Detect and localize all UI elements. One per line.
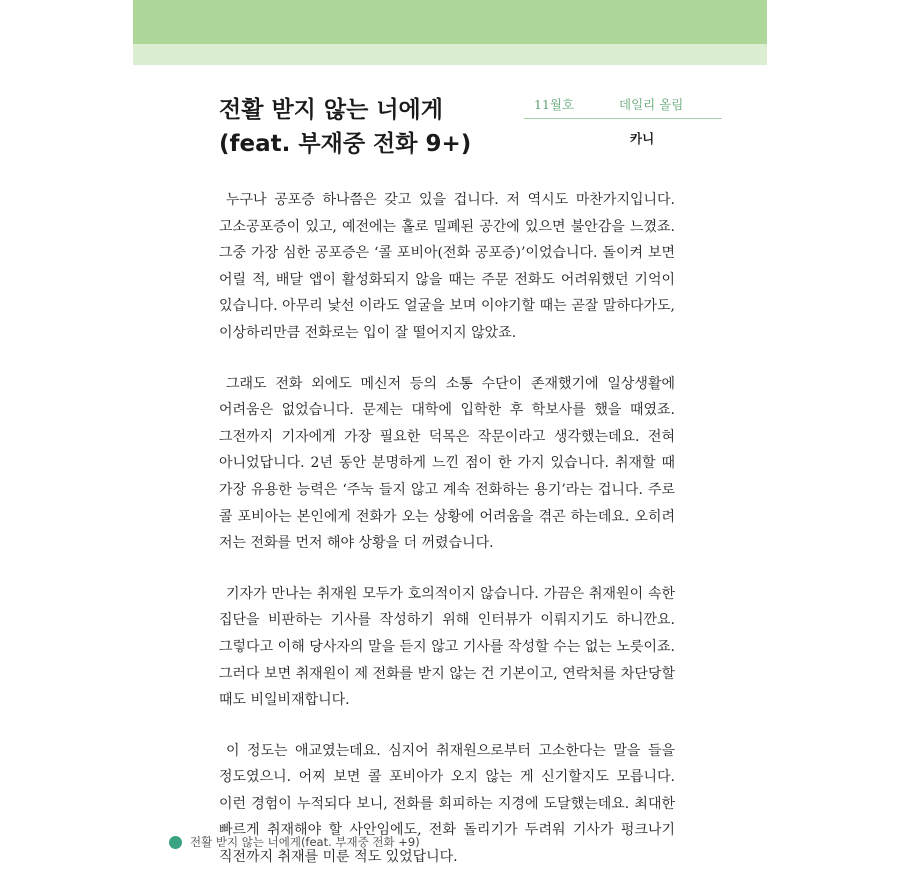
article-title-line-2: (feat. 부재중 전화 9+) xyxy=(219,131,472,157)
article-title xyxy=(219,93,519,161)
meta-row xyxy=(524,94,722,119)
page-footer xyxy=(169,834,420,850)
article-meta xyxy=(524,94,722,147)
paragraph: 이 정도는 애교였는데요. 심지어 취재원으로부터 고소한다는 말을 들을 정도였으니. 어찌 보면 콜 포비아가 오지 않는 게 신기할지도 모릅니다. 이런 경험이 누적되다 보니, 전화를 회피하는 지경에 도달했는데요. 최대한 빠르게 취재해야 할 사안임에도, 전화 돌리기가 두려워 기사가 펑크나기 직전까지 취재를 미룬 적도 있었답니다. xyxy=(219,742,675,866)
paragraph: 기자가 만나는 취재원 모두가 호의적이지 않습니다. 가끔은 취재원이 속한 집단을 비판하는 기사를 작성하기 위해 인터뷰가 이뤄지기도 하니깐요. 그렇다고 이해 당사자의 말을 듣지 않고 기사를 작성할 수는 없는 노릇이죠. 그러다 보면 취재원이 제 전화를 받지 않는 건 기본이고, 연락처를 차단당할 때도 비일비재합니다. xyxy=(219,585,675,709)
article-title-line-1: 전활 받지 않는 너에게 xyxy=(219,97,443,123)
footer-bullet-icon xyxy=(169,836,182,849)
paragraph: 그래도 전화 외에도 메신저 등의 소통 수단이 존재했기에 일상생활에 어려움은 없었습니다. 문제는 대학에 입학한 후 학보사를 했을 때였죠. 그전까지 기자에게 가장 필요한 덕목은 작문이라고 생각했는데요. 전혀 아니었답니다. 2년 동안 분명하게 느낀 점이 한 가지 있습니다. 취재할 때 가장 유용한 능력은 ‘주눅 들지 않고 계속 전화하는 용기’라는 겁니다. 주로 콜 포비아는 본인에게 전화가 오는 상황에 어려움을 겪곤 하는데요. 오히려 저는 전화를 먼저 해야 상황을 더 꺼렸습니다. xyxy=(219,375,675,552)
section-label: 데일리 올림 xyxy=(619,97,684,112)
paragraph: 누구나 공포증 하나쯤은 갖고 있을 겁니다. 저 역시도 마찬가지입니다. 고소공포증이 있고, 예전에는 홀로 밀폐된 공간에 있으면 불안감을 느꼈죠. 그중 가장 심한 공포증은 ‘콜 포비아(전화 공포증)’이었습니다. 돌이켜 보면 어릴 적, 배달 앱이 활성화되지 않을 때는 주문 전화도 어려워했던 기억이 있습니다. 아무리 낯선 이라도 얼굴을 보며 이야기할 때는 곧잘 말하다가도, 이상하리만큼 전화로는 입이 잘 떨어지지 않았죠. xyxy=(219,192,675,341)
header-band xyxy=(133,0,767,44)
article-body xyxy=(219,187,675,895)
author-name: 카니 xyxy=(630,131,655,146)
footer-running-title: 전활 받지 않는 너에게(feat. 부재중 전화 +9) xyxy=(190,835,420,849)
header-stripe xyxy=(133,44,767,65)
issue-label: 11월호 xyxy=(534,97,575,112)
